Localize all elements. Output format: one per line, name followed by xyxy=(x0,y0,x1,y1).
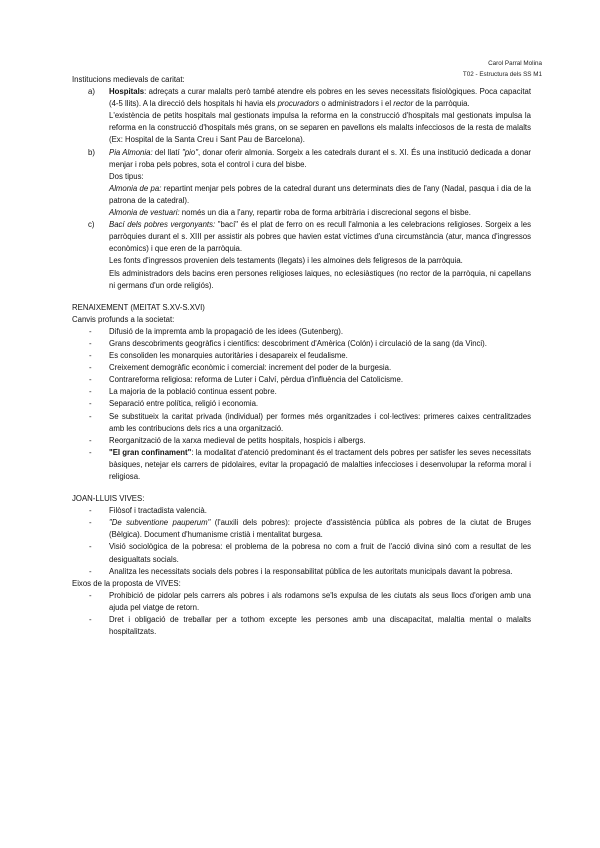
section-subtitle-canvis: Canvis profunds a la societat: xyxy=(72,314,175,324)
list-item xyxy=(72,350,531,362)
list-item xyxy=(72,505,531,517)
paragraph-almonia-vestuari xyxy=(72,207,531,219)
bullet: - xyxy=(89,542,92,552)
list-renaixement xyxy=(72,326,531,483)
term-de-subventione: "De subventione pauperum" xyxy=(109,518,211,528)
list-item-text: La majoria de la població continua essent pobre. xyxy=(109,387,277,397)
bullet: - xyxy=(89,518,92,528)
list-item-text: Analitza les necessitats socials dels pobres i la responsabilitat pública de les autoritats municipals davant la pobresa. xyxy=(109,566,513,576)
dos-tipus-label: Dos tipus: xyxy=(109,171,144,181)
bullet: - xyxy=(89,387,92,397)
bullet: - xyxy=(89,399,92,409)
term-procuradors: procuradors xyxy=(277,99,320,109)
list-item-text: Reorganització de la xarxa medieval de petits hospitals, hospicis i albergs. xyxy=(109,435,366,445)
bullet: - xyxy=(89,411,92,421)
list-marker: a) xyxy=(88,87,95,97)
bullet: - xyxy=(89,506,92,516)
list-item xyxy=(72,614,531,638)
bullet: - xyxy=(89,326,92,336)
bullet: - xyxy=(89,363,92,373)
section-title-medieval: Institucions medievals de caritat: xyxy=(72,75,185,84)
list-item-pia-almonia xyxy=(72,147,531,171)
section-title-renaixement: RENAIXEMENT (MEITAT S.XV-S.XVI) xyxy=(72,302,205,312)
list-item xyxy=(72,386,531,398)
section-title-vives: JOAN-LLUIS VIVES: xyxy=(72,494,145,504)
term-baci: Bací dels pobres vergonyants: xyxy=(109,220,216,230)
list-item xyxy=(72,435,531,447)
list-item-text: (l'auxili dels pobres): projecte d'assistència pública als pobres de la ciutat de Bruges (Bèlgica). Document d'humanisme cristià i mentalitat burgesa. xyxy=(109,518,531,540)
list-eixos xyxy=(72,590,531,638)
paragraph-baci-administradors: Els administradors dels bacins eren persones religioses laiques, no eclesiàstiques (no rector de la parròquia, ni capellans ni germans d'un orde religiós). xyxy=(109,268,531,290)
list-item xyxy=(72,517,531,541)
bullet: - xyxy=(89,435,92,445)
paragraph-almonia-pa xyxy=(72,183,531,207)
text: repartint menjar pels pobres de la catedral durant uns determinats dies de l'any (Nadal, pasqua i dia de la patrona de la catedral). xyxy=(109,183,532,205)
text: "bací" és el plat de ferro on es recull l'almonia a les celebracions religioses. Sorgeix a les parròquies durant el s. XIII per assistir als pobres que havien estat víctimes d'una circumstància (atur, manca d'ingressos econòmics) i que eren de la parròquia. xyxy=(109,220,531,254)
list-item-gran-confinament xyxy=(72,447,531,483)
bullet: - xyxy=(89,615,92,625)
list-item-text: : la modalitat d'atenció predominant és el tractament dels pobres per satisfer les seves necessitats bàsiques, netejar els carrers de pidolaires, evitar la propagació de malalties infeccioses i desenvolupar la reforma moral i religiosa. xyxy=(109,447,531,481)
list-item-text: Separació entre política, religió i economia. xyxy=(109,399,259,409)
bullet: - xyxy=(89,590,92,600)
list-item xyxy=(72,541,531,565)
list-item-text: Se substitueix la caritat privada (individual) per formes més organitzades i col·lectives: primeres caixes centralitzades amb les contribucions dels rics a una organització. xyxy=(109,411,531,433)
bullet: - xyxy=(89,566,92,576)
list-item-hospitals xyxy=(72,86,531,110)
term-pia-almonia: Pia Almonia: xyxy=(109,147,153,157)
term-gran-confinament: "El gran confinament" xyxy=(109,447,192,457)
list-item-baci xyxy=(72,219,531,255)
list-item xyxy=(72,590,531,614)
term-rector: rector xyxy=(393,99,414,109)
list-vives xyxy=(72,505,531,578)
list-item-text: Contrareforma religiosa: reforma de Luter i Calví, pèrdua d'influència del Catolicisme. xyxy=(109,375,404,385)
paragraph-baci-fonts: Les fonts d'ingressos provenien dels testaments (llegats) i les almoines dels feligresos de la parròquia. xyxy=(109,256,463,266)
text: de la parròquia. xyxy=(413,99,470,109)
paragraph-hospitals-reform: L'existència de petits hospitals mal gestionats impulsa la reforma en la construcció d'hospitals mal gestionats impulsa la reforma en la construcció d'hospitals més grans, on se separen en pavellons els malalts infecciosos de la resta de malalts (Ex: Hospital de la Santa Creu i Sant Pau de Barcelona). xyxy=(109,111,531,145)
document-body xyxy=(72,74,531,638)
list-marker: c) xyxy=(88,220,95,230)
list-item xyxy=(72,566,531,578)
list-item xyxy=(72,411,531,435)
term-pio: "pio" xyxy=(182,147,199,157)
bullet: - xyxy=(89,375,92,385)
bullet: - xyxy=(89,338,92,348)
list-item xyxy=(72,374,531,386)
list-item xyxy=(72,362,531,374)
list-item xyxy=(72,326,531,338)
text: del llatí xyxy=(152,147,183,157)
list-item-text: Difusió de la impremta amb la propagació de les idees (Gutenberg). xyxy=(109,326,344,336)
list-item-text: Creixement demogràfic econòmic i comercial: increment del poder de la burgesia. xyxy=(109,363,392,373)
list-item-text: Prohibició de pidolar pels carrers als pobres i als rodamons se'ls expulsa de les ciutats als seus llocs d'origen amb una ajuda pel viatge de retorn. xyxy=(109,590,531,612)
list-item-text: Visió sociològica de la pobresa: el problema de la pobresa no com a fruit de l'acció divina sinó com a resultat de les desigualtats socials. xyxy=(109,542,531,564)
text: , donar oferir almonia. Sorgeix a les catedrals durant el s. XI. És una institució dedicada a donar menjar i roba pels pobres, sota el control i cura del bisbe. xyxy=(109,147,532,169)
list-item-text: Filòsof i tractadista valencià. xyxy=(109,506,207,516)
bullet: - xyxy=(89,447,92,457)
list-item-text: Dret i obligació de treballar per a tothom excepte les persones amb una discapacitat, malaltia mental o malalts hospitalitzats. xyxy=(109,615,531,637)
term-almonia-vestuari: Almonia de vestuari: xyxy=(109,208,180,218)
text: només un dia a l'any, repartir roba de forma arbitrària i discrecional segons el bisbe. xyxy=(179,208,471,218)
term-hospitals: Hospitals xyxy=(109,87,145,97)
list-marker: b) xyxy=(88,147,95,157)
list-item xyxy=(72,398,531,410)
term-almonia-pa: Almonia de pa: xyxy=(109,183,162,193)
list-item-text: Es consoliden les monarquies autoritàries i desapareix el feudalisme. xyxy=(109,351,348,361)
text: o administradors i el xyxy=(319,99,394,109)
text: : adreçats a curar malalts però també atendre els pobres en les seves necessitats fisiològiques. Poca capacitat (4-5 llits). A la direcció dels hospitals hi havia els xyxy=(109,87,531,109)
header-author: Carol Parral Molina xyxy=(488,60,542,67)
section-subtitle-eixos: Eixos de la proposta de VIVES: xyxy=(72,578,181,588)
list-item xyxy=(72,338,531,350)
list-item-text: Grans descobriments geogràfics i científics: descobriment d'Amèrica (Colón) i circulació de la sang (da Vinci). xyxy=(109,338,487,348)
header-subject: T02 - Estructura dels SS M1 xyxy=(462,71,542,78)
bullet: - xyxy=(89,351,92,361)
